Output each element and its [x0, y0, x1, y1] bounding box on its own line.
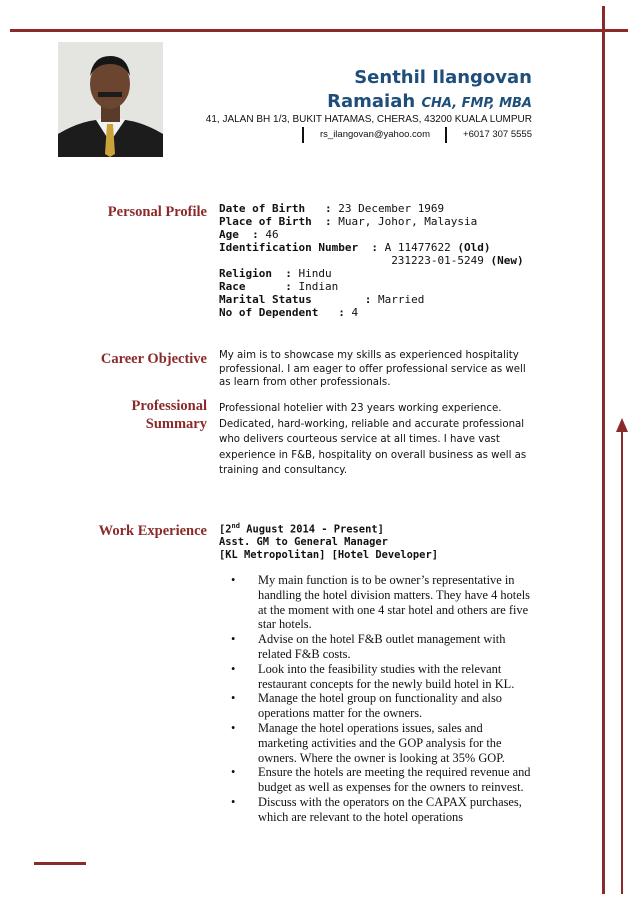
profile-row-dependent: [219, 306, 524, 319]
pob-label: Place of Birth: [219, 215, 312, 228]
religion-value: Hindu: [298, 267, 332, 280]
work-title: Asst. GM to General Manager: [219, 536, 388, 549]
credentials: CHA, FMP, MBA: [421, 96, 532, 111]
profile-photo: [58, 42, 163, 157]
id-new-tag: (New): [490, 254, 524, 267]
profile-row-pob: [219, 215, 524, 228]
colon: :: [338, 306, 345, 319]
heading-professional-summary-line1: Professional: [131, 398, 207, 414]
id-label: Identification Number: [219, 241, 359, 254]
bullet-text: Advise on the hotel F&B outlet management with related F&B costs.: [258, 632, 506, 661]
list-item: [231, 573, 536, 632]
bullet-icon: •: [231, 720, 236, 735]
bullet-text: Discuss with the operators on the CAPAX purchases, which are relevant to the hotel operations: [258, 794, 522, 824]
phone-number: +6017 307 5555: [463, 129, 532, 140]
profile-row-dob: [219, 202, 524, 215]
bullet-text: My main function is to be owner’s representative in handling the hotel division matters. They have 4 hotels at the moment with one 4 star hotel and others are five star hotels.: [258, 573, 530, 632]
colon: :: [252, 228, 259, 241]
colon: :: [285, 267, 292, 280]
work-date-rest: August 2014 - Present]: [239, 523, 384, 536]
work-dates: [219, 520, 438, 536]
bullet-icon: •: [231, 573, 236, 587]
bullet-text: Look into the feasibility studies with the relevant restaurant concepts for the newly build hotel in KL.: [258, 661, 515, 691]
work-bullet-list: [231, 573, 536, 825]
marital-value: Married: [377, 293, 425, 306]
profile-row-id-new: [219, 254, 524, 267]
colon: :: [364, 293, 372, 306]
email-link[interactable]: rs_ilangovan@yahoo.com: [320, 129, 430, 140]
profile-row-age: [219, 228, 524, 241]
dob-value: 23 December 1969: [338, 202, 445, 215]
right-vertical-rule: [602, 6, 605, 894]
colon: :: [371, 241, 378, 254]
bullet-icon: •: [231, 691, 236, 706]
colon: :: [324, 215, 332, 228]
bullet-icon: •: [231, 661, 236, 676]
colon: :: [285, 280, 292, 293]
dependent-value: 4: [351, 306, 359, 319]
bullet-text: Manage the hotel operations issues, sales and marketing activities and the GOP analysis for the owners. Where the owner is looking at 35% GOP.: [258, 720, 505, 765]
career-objective-text: My aim is to showcase my skills as experienced hospitality professional. I am eager to offer professional service as well as learn from other professionals.: [219, 350, 526, 388]
list-item: [231, 765, 536, 795]
contact-line: [300, 127, 532, 143]
pob-value: Muar, Johor, Malaysia: [338, 215, 478, 228]
bottom-rule: [34, 862, 86, 865]
profile-row-marital: [219, 293, 524, 306]
list-item: [231, 721, 536, 765]
work-date-sup: nd: [231, 522, 240, 530]
professional-summary-text: Professional hotelier with 23 years working experience. Dedicated, hard-working, reliable and accurate professional who delivers courteous service at all times. I have vast experience in F&B, hospitality on overall business as well as training and consultancy.: [219, 403, 527, 476]
bullet-text: Manage the hotel group on functionality and also operations matter for the owners.: [258, 691, 502, 721]
religion-label: Religion: [219, 267, 272, 280]
heading-career-objective: Career Objective: [100, 351, 207, 367]
list-item: [231, 662, 536, 692]
age-value: 46: [265, 228, 279, 241]
scroll-arrow-line: [621, 430, 623, 894]
work-date-open: [2: [219, 523, 232, 536]
dependent-label: No of Dependent: [219, 306, 319, 319]
heading-work-experience: Work Experience: [98, 523, 207, 539]
list-item: [231, 691, 536, 721]
heading-professional-summary-line2: Summary: [145, 416, 207, 432]
list-item: [231, 632, 536, 662]
id-old-value: A 11477622: [384, 241, 451, 254]
race-label: Race: [219, 280, 246, 293]
candidate-name: [327, 66, 532, 116]
id-new-value: 231223-01-5249: [391, 254, 484, 267]
name-line-1: Senthil Ilangovan: [354, 67, 532, 88]
work-company: [KL Metropolitan] [Hotel Developer]: [219, 549, 438, 562]
bullet-icon: •: [231, 765, 236, 780]
marital-label: Marital Status: [219, 293, 312, 306]
heading-personal-profile: Personal Profile: [107, 204, 207, 220]
profile-row-religion: [219, 267, 524, 280]
bullet-text: Ensure the hotels are meeting the required revenue and budget as well as expenses for the owners to reinvest.: [258, 765, 531, 795]
surname: Ramaiah: [327, 91, 416, 112]
bullet-icon: •: [231, 632, 236, 647]
race-value: Indian: [298, 280, 339, 293]
top-rule: [10, 29, 628, 32]
bullet-icon: •: [231, 794, 236, 809]
age-label: Age: [219, 228, 239, 241]
contact-separator-left: [302, 127, 304, 143]
dob-label: Date of Birth: [219, 202, 306, 215]
profile-row-id: [219, 241, 524, 254]
profile-row-race: [219, 280, 524, 293]
list-item: [231, 795, 536, 825]
contact-separator-right: [445, 127, 447, 143]
colon: :: [324, 202, 332, 215]
personal-profile-block: [219, 202, 524, 319]
address: 41, JALAN BH 1/3, BUKIT HATAMAS, CHERAS, 43200 KUALA LUMPUR: [205, 114, 532, 125]
up-arrow-icon: [616, 418, 628, 432]
work-entry-header: [219, 520, 438, 562]
heading-professional-summary: [132, 397, 207, 433]
name-line-2: [327, 90, 532, 116]
id-old-tag: (Old): [457, 241, 491, 254]
